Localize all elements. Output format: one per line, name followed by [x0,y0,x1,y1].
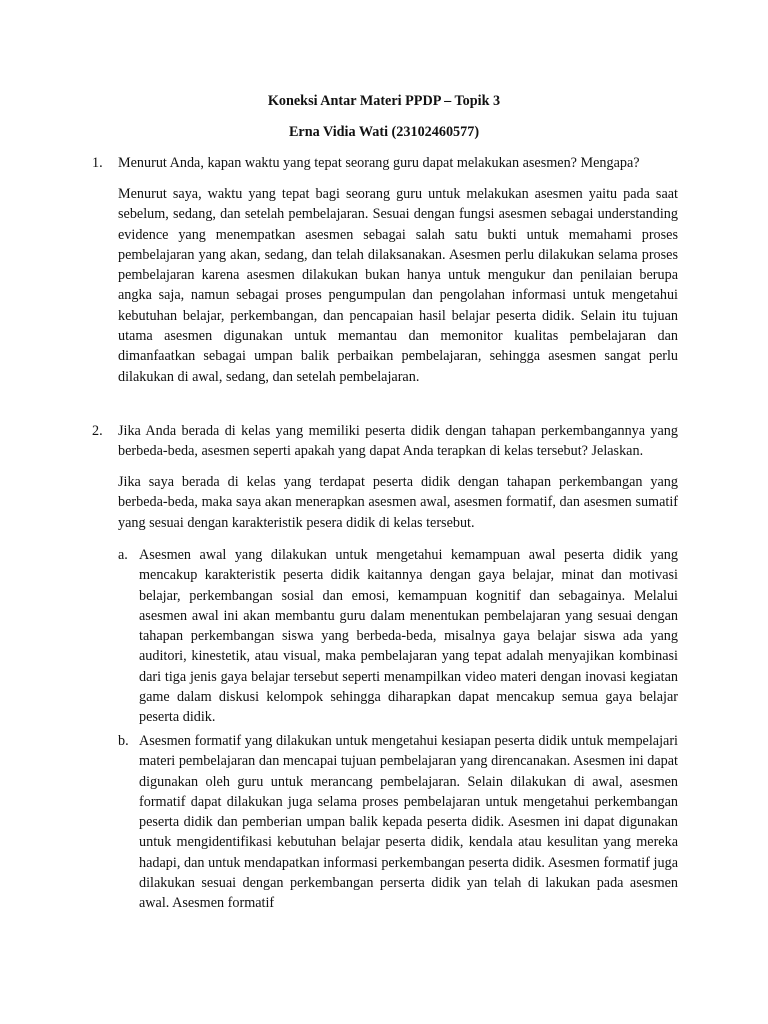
question-1-text: Menurut Anda, kapan waktu yang tepat seorang guru dapat melakukan asesmen? Mengapa? [118,155,640,171]
question-2-text: Jika Anda berada di kelas yang memiliki peserta didik dengan tahapan perkembangannya yang berbeda-beda, asesmen seperti apakah yang dapat Anda terapkan di kelas tersebut? Jelaskan. [118,423,678,460]
sub-item-b-label: b. [118,733,129,749]
document-author: Erna Vidia Wati (23102460577) [288,124,480,140]
sub-item-a-text: Asesmen awal yang dilakukan untuk mengetahui kemampuan awal peserta didik yang mencakup karakteristik peserta didik kaitannya dengan gaya belajar, minat dan motivasi belajar, perkembangan sosial dan emosi, kemampuan kognitif dan sebagainya. Melalui asesmen awal ini akan membantu guru dalam menentukan pembelajaran yang sesuai dengan tahapan perkembangan siswa yang berbeda-beda, misalnya gaya belajar siswa ada yang auditori, kinestetik, atau visual, maka pembelajaran yang tepat adalah menyajikan kombinasi dari tiga jenis gaya belajar tersebut seperti menampilkan video materi dengan inovasi kegiatan game dalam diskusi kelompok sehingga diharapkan dapat mencakup semua gaya belajar peserta didik. [139,547,678,726]
question-2-number: 2. [92,423,103,439]
question-1-answer: Menurut saya, waktu yang tepat bagi seorang guru untuk melakukan asesmen yaitu pada saat sebelum, sedang, dan setelah pembelajaran. Sesuai dengan fungsi asesmen sebagai understanding evidence yang menempatkan asesmen sebagai salah satu bukti untuk memahami proses pembelajaran yang akan, sedang, dan telah dilaksanakan. Asesmen perlu dilakukan selama proses pembelajaran karena asesmen dilakukan bukan hanya untuk mengukur dan penilaian berupa angka saja, namun sebagai proses pengumpulan dan pengolahan informasi untuk mengetahui kebutuhan belajar, perkembangan, dan pencapaian hasil belajar peserta didik. Selain itu tujuan utama asesmen digunakan untuk memantau dan memonitor kualitas pembelajaran dan dimanfaatkan sebagai umpan balik perbaikan pembelajaran, sehingga asesmen sangat perlu dilakukan di awal, sedang, dan setelah pembelajaran. [118,186,678,385]
sub-item-b-text: Asesmen formatif yang dilakukan untuk mengetahui kesiapan peserta didik untuk mempelajari materi pembelajaran dan mencapai tujuan pembelajaran yang direncanakan. Asesmen ini dapat digunakan oleh guru untuk merancang pembelajaran. Selain dilakukan di awal, asesmen formatif dapat dilakukan juga selama proses pembelajaran untuk mengetahui perkembangan peserta didik dan pemberian umpan balik kepada peserta didik. Asesmen ini dapat digunakan untuk mengidentifikasi kebutuhan belajar peserta didik, kendala atau kesulitan yang mereka hadapi, dan untuk mendapatkan informasi perkembangan peserta didik. Asesmen formatif juga dilakukan sesuai dengan perkembangan perserta didik yan telah di lakukan pada asesmen awal. Asesmen formatif [139,733,678,912]
sub-item-a-label: a. [118,547,128,563]
question-2-answer: Jika saya berada di kelas yang terdapat peserta didik dengan tahapan perkembangan yang berbeda-beda, maka saya akan menerapkan asesmen awal, asesmen formatif, dan asesmen sumatif yang sesuai dengan karakteristik pesera didik di kelas tersebut. [118,474,678,531]
question-1-number: 1. [92,155,103,171]
document-title: Koneksi Antar Materi PPDP – Topik 3 [267,93,501,109]
